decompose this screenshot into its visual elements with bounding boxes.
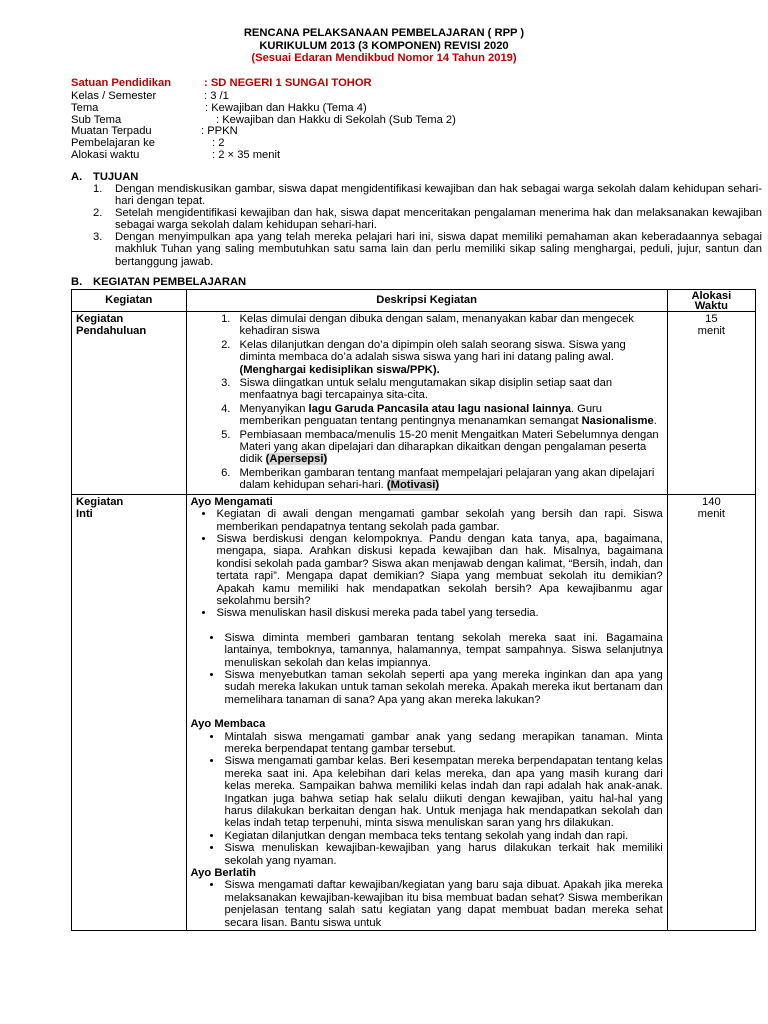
alokasi-unit: menit — [697, 325, 726, 338]
list-item — [234, 429, 663, 466]
info-label: Sub Tema — [71, 114, 122, 126]
ayo-membaca-heading: Ayo Membaca — [190, 718, 266, 731]
info-value: : SD NEGERI 1 SUNGAI TOHOR — [204, 77, 372, 89]
header-deskripsi: Deskripsi Kegiatan — [186, 290, 667, 312]
item-number: 1. — [93, 183, 103, 195]
mengamati-list — [191, 508, 663, 620]
kegiatan-name-line1: Kegiatan — [76, 313, 124, 325]
item-text: Dengan menyimpulkan apa yang telah mereka pelajari hari ini, siswa dapat memiliki pemahaman akan keberadaannya sebagai makhluk Tuhan yang saling membutuhkan satu sama lain dan perlu memiliki sikap saling menghargai, peduli, jujur, santun dan bertanggung jawab. — [115, 231, 762, 268]
tujuan-item-3 — [93, 231, 762, 268]
header-alokasi-line1: Alokasi — [691, 289, 732, 302]
kegiatan-table — [71, 289, 756, 931]
info-value: : Kewajiban dan Hakku di Sekolah (Sub Tema 2) — [216, 114, 456, 126]
list-item — [234, 339, 663, 376]
list-item: • Mintalah siswa mengamati gambar anak yang sedang merapikan tanaman. Minta mereka berpendapat tentang gambar tersebut. — [223, 731, 663, 756]
list-item: • Kegiatan di awali dengan mengamati gambar sekolah yang bersih dan rapi. Siswa memberikan pendapatnya tentang sekolah pada gambar. — [215, 508, 663, 533]
list-item-text: . Guru memberikan penguatan tentang pentingnya menanamkan semangat — [239, 402, 603, 428]
list-item: • Siswa mengamati gambar kelas. Beri kesempatan mereka berpendapatan tentang kelas mereka saat ini. Apa kelebihan dari kelas mereka, dan apa yang masih kurang dari kelas mereka. Sampaikan bahwa memiliki kelas indah dan rapi adalah hak anak-anak. Ingatkan juga bahwa setiap hak selalu diikuti dengan kewajiban, yaitu hal-hal yang harus dilakukan berkaitan dengan hak. Untuk menjaga hak mendapatkan sekolah dan kelas indah tetap terpenuhi, minta siswa menuliskan saran yang hrs dilakukan. — [223, 755, 663, 829]
doc-reference: (Sesuai Edaran Mendikbud Nomor 14 Tahun 2019) — [251, 52, 517, 64]
table-row-pendahuluan — [72, 312, 756, 495]
info-value: : PPKN — [201, 125, 238, 137]
list-item: • Siswa berdiskusi dengan kelompoknya. Pandu dengan kata tanya, apa, bagaimana, mengapa, siapa. Arahkan diskusi kepada kewajiban dan hak. Misalnya, bagaimana kondisi sekolah pada gambar? Siswa akan menjawab dengan kalimat, “Bersih, indah, dan tertata rapi”. Mengapa dapat demikian? Siapa yang membuat sekolah itu demikian? Apakah kamu memiliki hak mendapatkan sekolah bersih? Apa kewajibanmu agar sekolahmu bersih? — [215, 533, 663, 607]
doc-title: RENCANA PELAKSANAAN PEMBELAJARAN ( RPP ) — [243, 27, 525, 39]
info-label: Pembelajaran ke — [71, 137, 155, 149]
alokasi-value: 15 — [705, 313, 718, 325]
list-item-text: Menyanyikan — [239, 402, 309, 415]
spacer — [191, 620, 663, 632]
kegiatan-name-cell — [72, 494, 187, 930]
alokasi-cell — [667, 312, 755, 495]
list-item-text: . — [653, 415, 657, 428]
tujuan-item-1 — [93, 183, 762, 207]
list-item-text: Kelas dilanjutkan dengan do’a dipimpin oleh salah seorang siswa. Siswa yang diminta membaca do’a adalah siswa siswa yang hari ini datang paling awal. — [239, 338, 626, 364]
info-value: : 3 /1 — [204, 90, 229, 102]
spacer — [191, 706, 663, 718]
list-item: • Siswa menuliskan hasil diskusi mereka pada tabel yang tersedia. — [215, 607, 663, 619]
section-title: TUJUAN — [93, 171, 139, 183]
membaca-list — [191, 731, 663, 867]
list-item: • Kegiatan dilanjutkan dengan membaca teks tentang sekolah yang indah dan rapi. — [223, 830, 663, 842]
deskripsi-cell — [186, 494, 667, 930]
list-item: • Siswa menuliskan kewajiban-kewajiban yang harus dilakukan terkait hak memiliki sekolah yang nyaman. — [223, 842, 663, 867]
kegiatan-name-line2: Pendahuluan — [76, 325, 147, 338]
list-item — [234, 313, 663, 338]
list-item-text: Pembiasaan membaca/menulis 15-20 menit Mengaitkan Materi Sebelumnya dengan Materi yang akan dipelajari dan diharapkan dikaitkan dengan pengalaman peserta didik — [239, 428, 659, 466]
list-item: • Siswa menyebutkan taman sekolah seperti apa yang mereka inginkan dan apa yang sudah mereka lakukan untuk taman sekolah mereka. Apakah mereka ikut bertanam dan memelihara tanaman di sana? Apa yang akan mereka lakukan? — [223, 669, 663, 706]
item-number: 3. — [93, 231, 103, 243]
item-text: Setelah mengidentifikasi kewajiban dan hak, siswa dapat menceritakan pengalaman menerima hak dan melaksanakan kewajiban sebagai warga sekolah dalam kehidupan sehari-hari. — [115, 207, 762, 232]
list-item-emphasis: (Menghargai kedisiplikan siswa/PPK). — [239, 363, 440, 376]
pendahuluan-list — [191, 313, 663, 492]
kegiatan-name-cell — [72, 312, 187, 495]
list-item — [234, 403, 663, 428]
list-item-emphasis: lagu Garuda Pancasila atau lagu nasional lainnya — [308, 402, 571, 415]
info-value: : 2 — [212, 137, 225, 149]
alokasi-cell — [667, 494, 755, 930]
info-value: : Kewajiban dan Hakku (Tema 4) — [205, 102, 367, 114]
ayo-mengamati-heading: Ayo Mengamati — [190, 495, 273, 508]
info-label: Muatan Terpadu — [71, 125, 152, 137]
info-label: Alokasi waktu — [71, 149, 140, 161]
list-item: • Siswa mengamati daftar kewajiban/kegiatan yang baru saja dibuat. Apakah jika mereka melaksanakan kewajiban-kewajiban itu bisa membuat badan sehat? Siswa memberikan penjelasan tentang salah satu kegiatan yang dapat membuat badan mereka sehat secara lisan. Bantu siswa untuk — [223, 879, 663, 929]
header-kegiatan: Kegiatan — [72, 290, 187, 312]
table-header-row — [72, 290, 756, 312]
alokasi-unit: menit — [697, 508, 726, 521]
deskripsi-cell — [186, 312, 667, 495]
item-number: 2. — [93, 207, 103, 219]
info-label: Tema — [71, 102, 99, 114]
list-item — [234, 377, 663, 402]
item-text: Dengan mendiskusikan gambar, siswa dapat mengidentifikasi kewajiban dan hak sebagai warga sekolah dalam kehidupan sehari-hari dengan tepat. — [115, 183, 762, 208]
apersepsi-highlight: (Apersepsi) — [265, 453, 328, 466]
alokasi-value: 140 — [702, 495, 721, 508]
header-alokasi-line2: Waktu — [694, 299, 728, 312]
tujuan-item-2 — [93, 207, 762, 231]
section-letter: B. — [71, 276, 83, 288]
kegiatan-name-line2: Inti — [76, 508, 93, 521]
header-alokasi — [667, 290, 755, 312]
section-title: KEGIATAN PEMBELAJARAN — [93, 276, 247, 288]
doc-subtitle: KURIKULUM 2013 (3 KOMPONEN) REVISI 2020 — [259, 40, 509, 52]
table-row-inti — [72, 494, 756, 930]
mengamati-list-2 — [191, 632, 663, 706]
ayo-berlatih-heading: Ayo Berlatih — [190, 867, 256, 880]
list-item-text: Kelas dimulai dengan dibuka dengan salam, menanyakan kabar dan mengecek kehadiran siswa — [239, 313, 634, 338]
kegiatan-name-line1: Kegiatan — [76, 495, 124, 508]
list-item: • Siswa diminta memberi gambaran tentang sekolah mereka saat ini. Bagamaina lantainya, temboknya, tamannya, halamannya, tempat sampahnya. Siswa selanjutnya menuliskan sekolah dan kelas impiannya. — [223, 632, 663, 669]
list-item — [234, 467, 663, 492]
info-label: Kelas / Semester — [71, 90, 157, 102]
info-label: Satuan Pendidikan — [71, 77, 172, 89]
list-item-text: Memberikan gambaran tentang manfaat mempelajari pelajaran yang akan dipelajari dalam kehidupan sehari-hari. — [239, 466, 655, 492]
info-value: : 2 × 35 menit — [212, 149, 281, 161]
berlatih-list — [191, 879, 663, 929]
section-letter: A. — [71, 171, 83, 183]
list-item-text: Siswa diingatkan untuk selalu mengutamakan sikap disiplin setiap saat dan menfaatnya bagi tercapainya sita-cita. — [239, 377, 613, 402]
motivasi-highlight: (Motivasi) — [386, 479, 440, 492]
list-item-emphasis: Nasionalisme — [581, 415, 654, 428]
